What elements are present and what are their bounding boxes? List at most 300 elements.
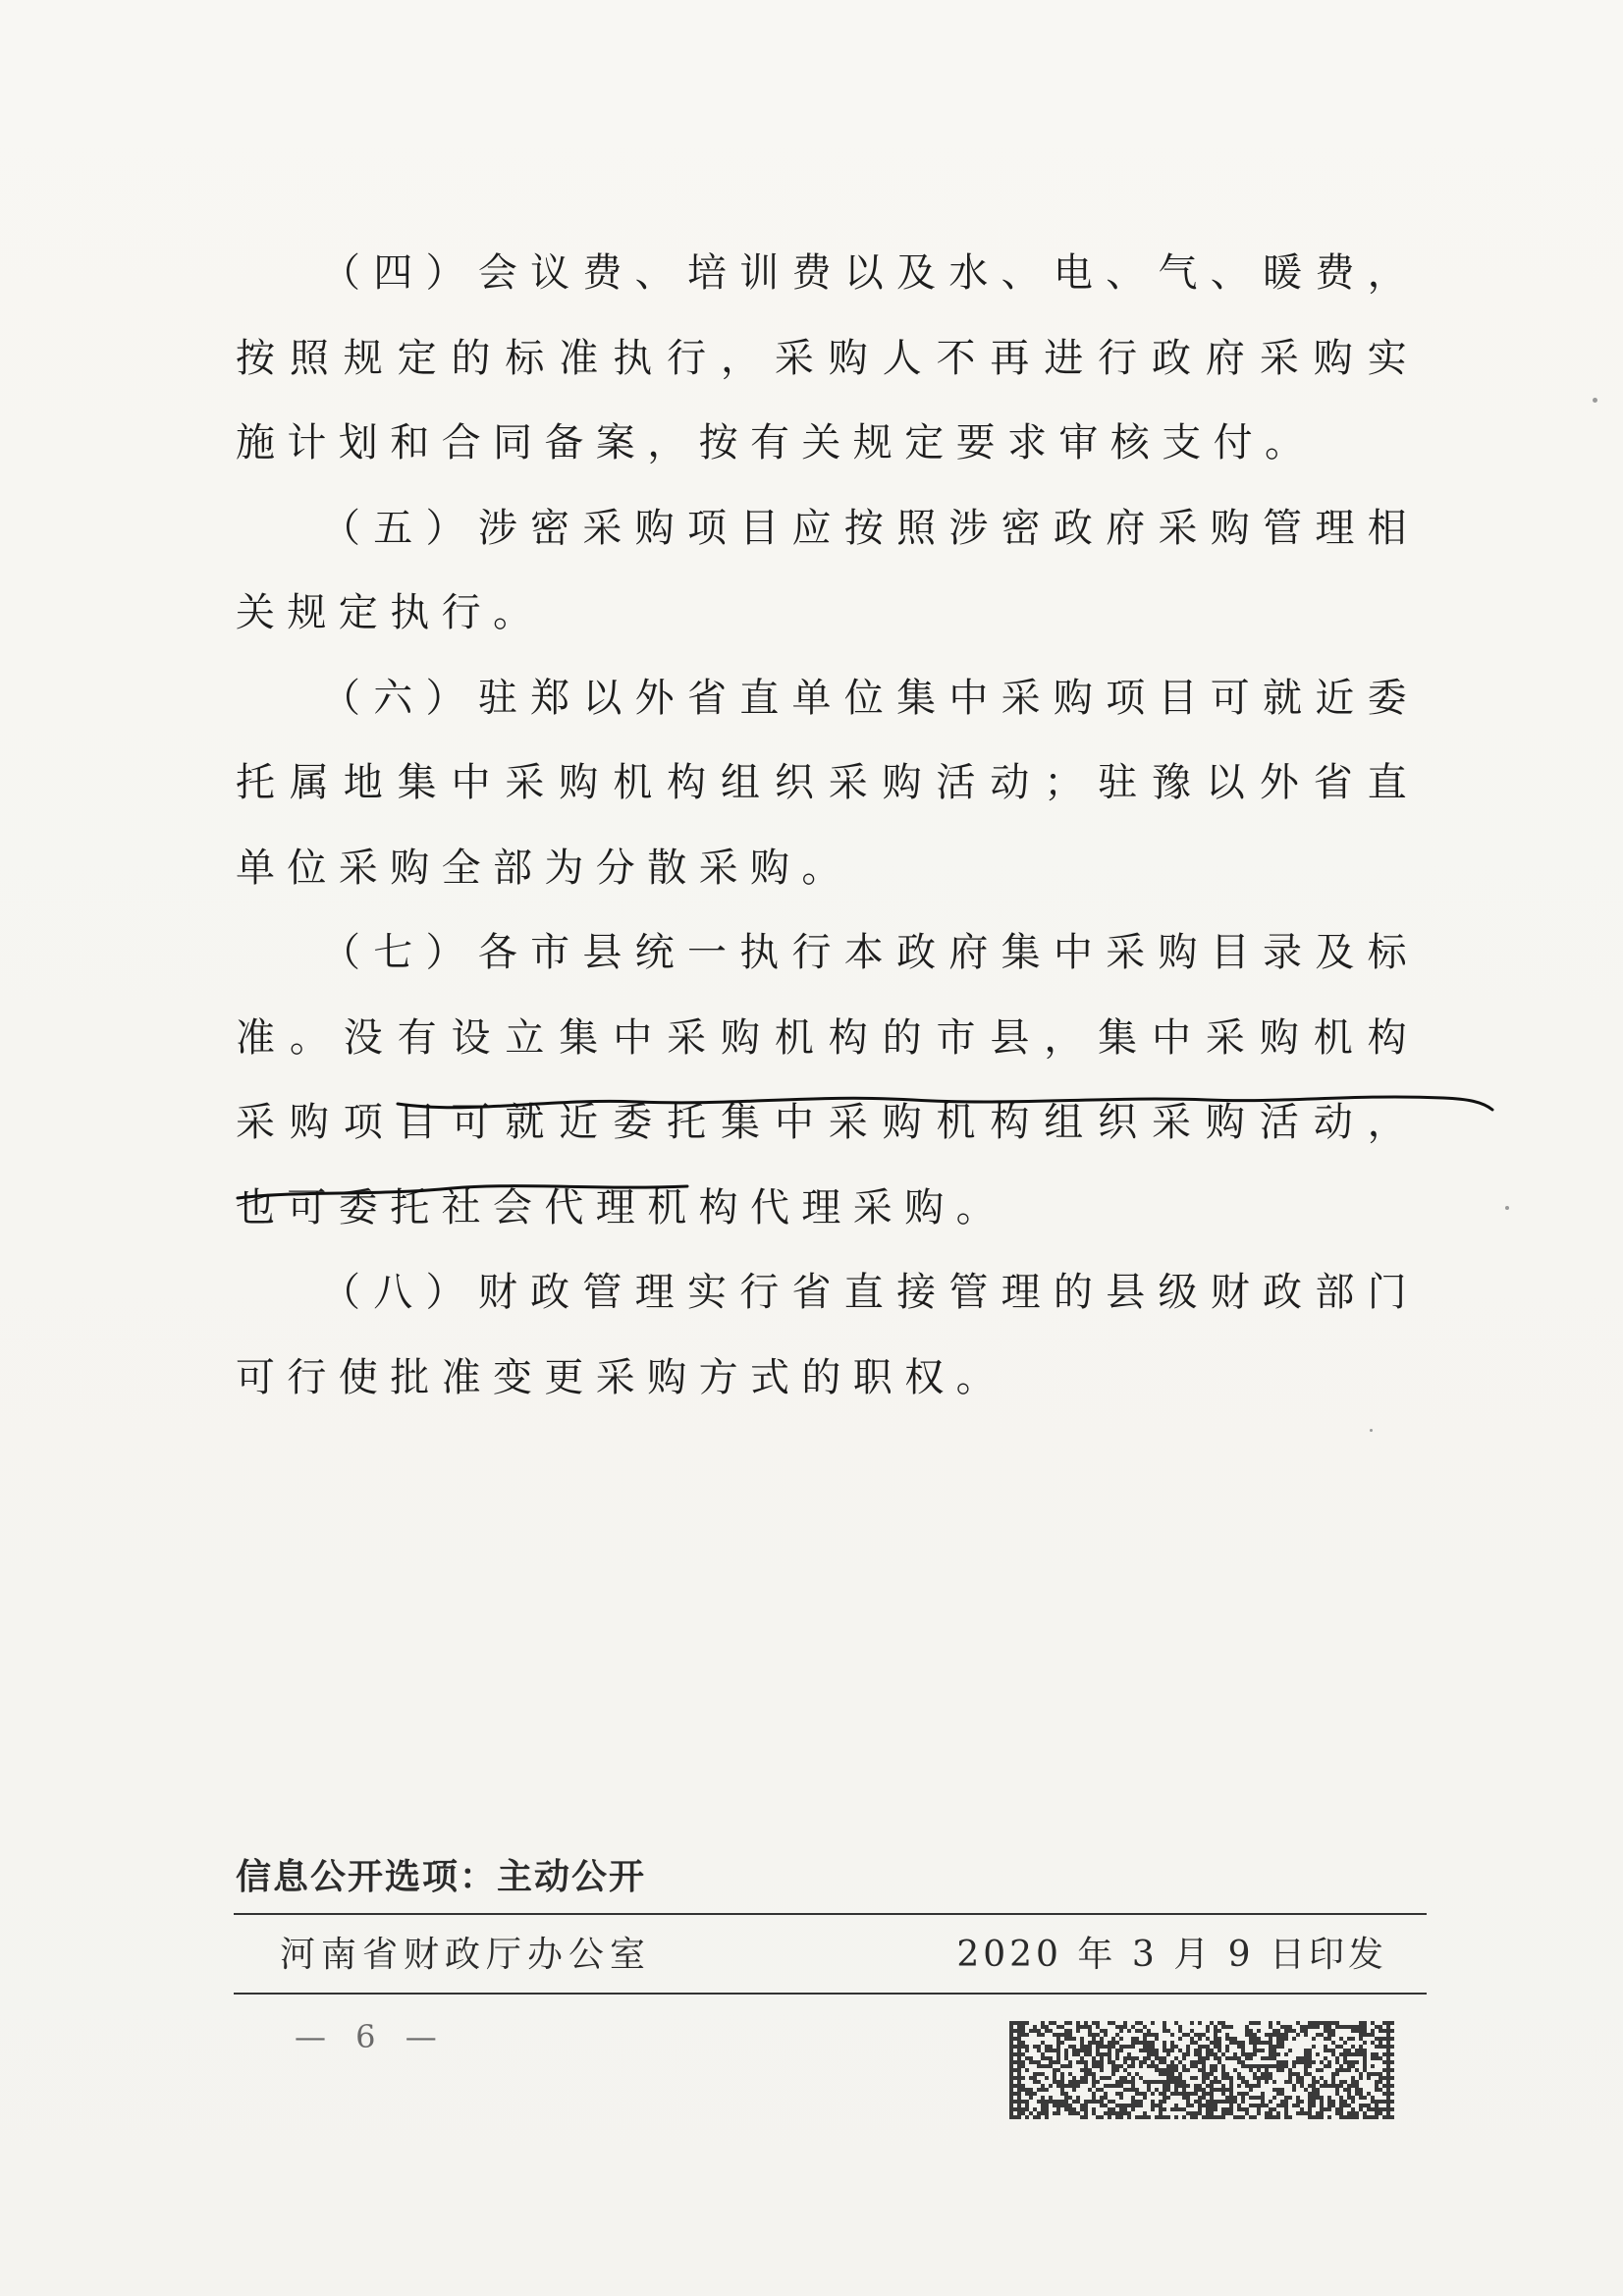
barcode-module <box>1343 2080 1347 2084</box>
barcode-module <box>1017 2104 1021 2107</box>
barcode-module <box>1327 2107 1331 2111</box>
barcode-module <box>1088 2100 1092 2104</box>
barcode-module <box>1017 2100 1021 2104</box>
barcode-module <box>1092 2080 1096 2084</box>
barcode-module <box>1343 2088 1347 2092</box>
barcode-module <box>1280 2088 1284 2092</box>
barcode-module <box>1288 2068 1292 2072</box>
barcode-module <box>1068 2060 1072 2064</box>
barcode-module <box>1265 2104 1269 2107</box>
barcode-module <box>1186 2084 1190 2088</box>
barcode-module <box>1013 2045 1017 2049</box>
barcode-module <box>1214 2052 1217 2056</box>
barcode-module <box>1327 2037 1331 2041</box>
barcode-module <box>1143 2049 1147 2052</box>
barcode-module <box>1041 2111 1045 2115</box>
barcode-module <box>1151 2021 1155 2025</box>
barcode-module <box>1237 2045 1241 2049</box>
barcode-module <box>1221 2052 1225 2056</box>
barcode-module <box>1206 2104 1210 2107</box>
barcode-module <box>1021 2088 1025 2092</box>
barcode-module <box>1229 2092 1233 2096</box>
barcode-module <box>1245 2056 1249 2060</box>
barcode-module <box>1021 2021 1025 2025</box>
barcode-module <box>1257 2107 1261 2111</box>
barcode-module <box>1253 2115 1257 2119</box>
barcode-module <box>1296 2080 1300 2084</box>
barcode-module <box>1017 2049 1021 2052</box>
barcode-module <box>1186 2111 1190 2115</box>
barcode-module <box>1308 2084 1312 2088</box>
barcode-module <box>1155 2115 1159 2119</box>
barcode-module <box>1170 2033 1174 2037</box>
barcode-module <box>1363 2049 1367 2052</box>
barcode-module <box>1210 2100 1214 2104</box>
barcode-module <box>1088 2088 1092 2092</box>
barcode-module <box>1210 2088 1214 2092</box>
barcode-module <box>1386 2060 1390 2064</box>
barcode-module <box>1182 2068 1186 2072</box>
barcode-module <box>1166 2080 1170 2084</box>
barcode-module <box>1072 2049 1076 2052</box>
barcode-module <box>1312 2092 1316 2096</box>
barcode-module <box>1253 2072 1257 2076</box>
barcode-module <box>1064 2064 1068 2068</box>
barcode-module <box>1041 2104 1045 2107</box>
barcode-module <box>1221 2111 1225 2115</box>
barcode-module <box>1202 2096 1206 2100</box>
barcode-module <box>1324 2084 1327 2088</box>
barcode-module <box>1096 2064 1100 2068</box>
barcode-module <box>1041 2064 1045 2068</box>
barcode-module <box>1379 2056 1382 2060</box>
barcode-module <box>1363 2033 1367 2037</box>
barcode-module <box>1056 2068 1060 2072</box>
barcode-module <box>1096 2025 1100 2029</box>
barcode-module <box>1296 2056 1300 2060</box>
barcode-module <box>1111 2072 1115 2076</box>
barcode-module <box>1237 2092 1241 2096</box>
barcode-module <box>1206 2056 1210 2060</box>
barcode-module <box>1327 2021 1331 2025</box>
barcode-module <box>1060 2064 1064 2068</box>
barcode-module <box>1060 2084 1064 2088</box>
barcode-module <box>1104 2104 1108 2107</box>
barcode-module <box>1308 2060 1312 2064</box>
barcode-module <box>1092 2092 1096 2096</box>
barcode-module <box>1021 2076 1025 2080</box>
barcode-module <box>1308 2092 1312 2096</box>
barcode-module <box>1092 2041 1096 2045</box>
barcode-module <box>1324 2025 1327 2029</box>
barcode-module <box>1166 2068 1170 2072</box>
barcode-module <box>1386 2056 1390 2060</box>
barcode-module <box>1123 2088 1127 2092</box>
barcode-module <box>1386 2037 1390 2041</box>
barcode-module <box>1316 2052 1320 2056</box>
barcode-module <box>1269 2045 1272 2049</box>
barcode-module <box>1198 2021 1202 2025</box>
barcode-module <box>1068 2064 1072 2068</box>
barcode-module <box>1202 2045 1206 2049</box>
barcode-module <box>1359 2021 1363 2025</box>
barcode-module <box>1210 2052 1214 2056</box>
barcode-module <box>1237 2115 1241 2119</box>
barcode-module <box>1056 2045 1060 2049</box>
barcode-module <box>1257 2084 1261 2088</box>
barcode-module <box>1092 2111 1096 2115</box>
barcode-module <box>1084 2049 1088 2052</box>
barcode-module <box>1214 2041 1217 2045</box>
barcode-module <box>1245 2107 1249 2111</box>
barcode-module <box>1060 2080 1064 2084</box>
barcode-module <box>1186 2096 1190 2100</box>
barcode-module <box>1182 2092 1186 2096</box>
barcode-module <box>1108 2021 1111 2025</box>
barcode-module <box>1359 2049 1363 2052</box>
barcode-module <box>1041 2033 1045 2037</box>
barcode-module <box>1170 2060 1174 2064</box>
barcode-module <box>1335 2111 1339 2115</box>
barcode-module <box>1386 2084 1390 2088</box>
barcode-module <box>1186 2092 1190 2096</box>
barcode-module <box>1284 2107 1288 2111</box>
barcode-module <box>1009 2096 1013 2100</box>
barcode-module <box>1021 2033 1025 2037</box>
barcode-module <box>1331 2052 1335 2056</box>
barcode-module <box>1241 2041 1245 2045</box>
barcode-module <box>1335 2084 1339 2088</box>
barcode-module <box>1351 2111 1355 2115</box>
barcode-module <box>1245 2064 1249 2068</box>
barcode-module <box>1194 2049 1198 2052</box>
barcode-module <box>1139 2041 1143 2045</box>
barcode-module <box>1163 2088 1166 2092</box>
barcode-module <box>1221 2084 1225 2088</box>
barcode-module <box>1265 2041 1269 2045</box>
barcode-module <box>1100 2029 1104 2033</box>
barcode-module <box>1312 2025 1316 2029</box>
barcode-module <box>1221 2076 1225 2080</box>
barcode-module <box>1339 2111 1343 2115</box>
barcode-module <box>1017 2076 1021 2080</box>
barcode-module <box>1096 2100 1100 2104</box>
barcode-module <box>1359 2037 1363 2041</box>
barcode-module <box>1335 2068 1339 2072</box>
barcode-module <box>1363 2064 1367 2068</box>
barcode-module <box>1375 2088 1379 2092</box>
barcode-module <box>1312 2060 1316 2064</box>
barcode-module <box>1210 2064 1214 2068</box>
barcode-module <box>1108 2076 1111 2080</box>
barcode-module <box>1375 2037 1379 2041</box>
barcode-module <box>1206 2049 1210 2052</box>
barcode-module <box>1155 2056 1159 2060</box>
barcode-module <box>1170 2092 1174 2096</box>
barcode-module <box>1064 2049 1068 2052</box>
barcode-module <box>1017 2115 1021 2119</box>
barcode-module <box>1280 2104 1284 2107</box>
barcode-module <box>1084 2052 1088 2056</box>
barcode-module <box>1017 2029 1021 2033</box>
barcode-module <box>1147 2041 1151 2045</box>
barcode-module <box>1111 2045 1115 2049</box>
barcode-module <box>1316 2068 1320 2072</box>
barcode-module <box>1316 2111 1320 2115</box>
barcode-module <box>1308 2104 1312 2107</box>
barcode-module <box>1017 2068 1021 2072</box>
barcode-module <box>1214 2068 1217 2072</box>
barcode-module <box>1265 2033 1269 2037</box>
barcode-module <box>1386 2104 1390 2107</box>
barcode-module <box>1241 2100 1245 2104</box>
barcode-module <box>1056 2111 1060 2115</box>
issue-date: 2020 年 3 月 9 日印发 <box>956 1935 1387 1975</box>
barcode-module <box>1214 2100 1217 2104</box>
barcode-module <box>1119 2092 1123 2096</box>
barcode-module <box>1269 2033 1272 2037</box>
barcode-module <box>1249 2115 1253 2119</box>
barcode-module <box>1343 2060 1347 2064</box>
barcode-module <box>1100 2076 1104 2080</box>
barcode-module <box>1013 2021 1017 2025</box>
barcode-module <box>1296 2072 1300 2076</box>
barcode-module <box>1041 2021 1045 2025</box>
barcode-module <box>1072 2107 1076 2111</box>
barcode-module <box>1049 2045 1053 2049</box>
barcode-module <box>1206 2052 1210 2056</box>
barcode-module <box>1143 2111 1147 2115</box>
barcode-module <box>1151 2080 1155 2084</box>
barcode-module <box>1335 2072 1339 2076</box>
barcode-module <box>1280 2064 1284 2068</box>
barcode-module <box>1343 2041 1347 2045</box>
barcode-module <box>1174 2080 1178 2084</box>
barcode-module <box>1119 2076 1123 2080</box>
barcode-module <box>1367 2104 1371 2107</box>
barcode-module <box>1233 2056 1237 2060</box>
barcode-module <box>1331 2080 1335 2084</box>
barcode-module <box>1284 2060 1288 2064</box>
barcode-module <box>1119 2029 1123 2033</box>
barcode-module <box>1351 2037 1355 2041</box>
barcode-module <box>1053 2104 1056 2107</box>
barcode-module <box>1029 2092 1033 2096</box>
barcode-module <box>1163 2056 1166 2060</box>
barcode-module <box>1139 2049 1143 2052</box>
barcode-module <box>1178 2029 1182 2033</box>
barcode-module <box>1115 2025 1119 2029</box>
barcode-module <box>1339 2068 1343 2072</box>
barcode-module <box>1202 2115 1206 2119</box>
barcode-module <box>1257 2104 1261 2107</box>
document-body <box>236 231 1419 1420</box>
barcode-module <box>1072 2080 1076 2084</box>
barcode-module <box>1025 2021 1029 2025</box>
barcode-module <box>1170 2041 1174 2045</box>
barcode-module <box>1351 2025 1355 2029</box>
barcode-module <box>1174 2107 1178 2111</box>
barcode-module <box>1276 2029 1280 2033</box>
barcode-module <box>1123 2060 1127 2064</box>
barcode-module <box>1029 2096 1033 2100</box>
barcode-module <box>1119 2084 1123 2088</box>
barcode-module <box>1296 2100 1300 2104</box>
barcode-module <box>1068 2072 1072 2076</box>
barcode-module <box>1288 2080 1292 2084</box>
barcode-module <box>1272 2107 1276 2111</box>
barcode-module <box>1229 2025 1233 2029</box>
barcode-module <box>1104 2096 1108 2100</box>
barcode-module <box>1080 2056 1084 2060</box>
barcode-module <box>1009 2045 1013 2049</box>
barcode-module <box>1123 2111 1127 2115</box>
barcode-module <box>1265 2072 1269 2076</box>
barcode-module <box>1108 2041 1111 2045</box>
barcode-module <box>1064 2056 1068 2060</box>
barcode-module <box>1257 2111 1261 2115</box>
barcode-module <box>1324 2056 1327 2060</box>
barcode-module <box>1347 2052 1351 2056</box>
barcode-module <box>1343 2049 1347 2052</box>
barcode-module <box>1045 2049 1049 2052</box>
barcode-module <box>1029 2076 1033 2080</box>
barcode-module <box>1080 2068 1084 2072</box>
barcode-module <box>1025 2092 1029 2096</box>
barcode-module <box>1320 2021 1324 2025</box>
barcode-module <box>1371 2115 1375 2119</box>
barcode-module <box>1186 2033 1190 2037</box>
barcode-module <box>1225 2072 1229 2076</box>
barcode-module <box>1131 2088 1135 2092</box>
barcode-module <box>1229 2041 1233 2045</box>
barcode-module <box>1096 2080 1100 2084</box>
barcode-module <box>1037 2111 1041 2115</box>
barcode-module <box>1359 2033 1363 2037</box>
barcode-module <box>1304 2060 1308 2064</box>
barcode-module <box>1214 2056 1217 2060</box>
barcode-module <box>1163 2025 1166 2029</box>
barcode-module <box>1009 2092 1013 2096</box>
barcode-module <box>1237 2076 1241 2080</box>
barcode-module <box>1131 2084 1135 2088</box>
barcode-module <box>1123 2021 1127 2025</box>
barcode-module <box>1108 2060 1111 2064</box>
barcode-module <box>1009 2088 1013 2092</box>
barcode-module <box>1320 2096 1324 2100</box>
barcode-module <box>1324 2029 1327 2033</box>
barcode-module <box>1139 2115 1143 2119</box>
barcode-module <box>1233 2037 1237 2041</box>
barcode-module <box>1371 2029 1375 2033</box>
barcode-module <box>1210 2080 1214 2084</box>
barcode-module <box>1198 2096 1202 2100</box>
barcode-module <box>1339 2084 1343 2088</box>
barcode-module <box>1072 2100 1076 2104</box>
barcode-module <box>1335 2045 1339 2049</box>
barcode-module <box>1178 2092 1182 2096</box>
barcode-module <box>1355 2088 1359 2092</box>
barcode-module <box>1041 2100 1045 2104</box>
paragraph-7: （七）各市县统一执行本政府集中采购目录及标准。没有设立集中采购机构的市县，集中采购机构采购项目可就近委托集中采购机构组织采购活动，也可委托社会代理机构代理采购。 <box>236 930 1419 1230</box>
barcode-module <box>1217 2045 1221 2049</box>
barcode-module <box>1127 2029 1131 2033</box>
barcode-module <box>1245 2029 1249 2033</box>
barcode-module <box>1202 2076 1206 2080</box>
barcode-module <box>1115 2052 1119 2056</box>
barcode-module <box>1351 2100 1355 2104</box>
barcode-module <box>1076 2080 1080 2084</box>
barcode-module <box>1092 2107 1096 2111</box>
barcode-module <box>1327 2096 1331 2100</box>
barcode-module <box>1096 2021 1100 2025</box>
barcode-module <box>1041 2072 1045 2076</box>
barcode-module <box>1119 2104 1123 2107</box>
barcode-module <box>1163 2072 1166 2076</box>
barcode-module <box>1210 2107 1214 2111</box>
barcode-module <box>1119 2064 1123 2068</box>
barcode-module <box>1355 2060 1359 2064</box>
barcode-module <box>1327 2049 1331 2052</box>
barcode-module <box>1190 2111 1194 2115</box>
barcode-module <box>1155 2033 1159 2037</box>
barcode-module <box>1151 2107 1155 2111</box>
barcode-module <box>1308 2111 1312 2115</box>
barcode-module <box>1210 2104 1214 2107</box>
scan-speck <box>1593 398 1597 403</box>
barcode-module <box>1186 2100 1190 2104</box>
barcode-module <box>1092 2072 1096 2076</box>
barcode-module <box>1170 2072 1174 2076</box>
barcode-module <box>1080 2037 1084 2041</box>
barcode-module <box>1100 2068 1104 2072</box>
barcode-module <box>1068 2104 1072 2107</box>
barcode-module <box>1272 2088 1276 2092</box>
barcode-module <box>1155 2037 1159 2041</box>
barcode-module <box>1257 2064 1261 2068</box>
barcode-module <box>1163 2107 1166 2111</box>
barcode-module <box>1013 2115 1017 2119</box>
barcode-module <box>1241 2080 1245 2084</box>
barcode-module <box>1029 2060 1033 2064</box>
barcode-module <box>1331 2076 1335 2080</box>
barcode-module <box>1151 2060 1155 2064</box>
barcode-module <box>1143 2033 1147 2037</box>
barcode-module <box>1253 2104 1257 2107</box>
barcode-module <box>1155 2068 1159 2072</box>
barcode-module <box>1249 2096 1253 2100</box>
barcode-module <box>1049 2064 1053 2068</box>
barcode-module <box>1375 2025 1379 2029</box>
barcode-module <box>1379 2037 1382 2041</box>
barcode-module <box>1017 2060 1021 2064</box>
barcode-module <box>1131 2025 1135 2029</box>
barcode-module <box>1272 2080 1276 2084</box>
barcode-module <box>1272 2045 1276 2049</box>
barcode-module <box>1253 2041 1257 2045</box>
barcode-module <box>1009 2049 1013 2052</box>
barcode-module <box>1170 2068 1174 2072</box>
barcode-module <box>1386 2111 1390 2115</box>
barcode-module <box>1390 2068 1394 2072</box>
barcode-module <box>1163 2049 1166 2052</box>
barcode-module <box>1045 2064 1049 2068</box>
barcode-module <box>1084 2111 1088 2115</box>
barcode-module <box>1257 2029 1261 2033</box>
barcode-module <box>1382 2100 1386 2104</box>
barcode-module <box>1178 2080 1182 2084</box>
barcode-module <box>1166 2049 1170 2052</box>
